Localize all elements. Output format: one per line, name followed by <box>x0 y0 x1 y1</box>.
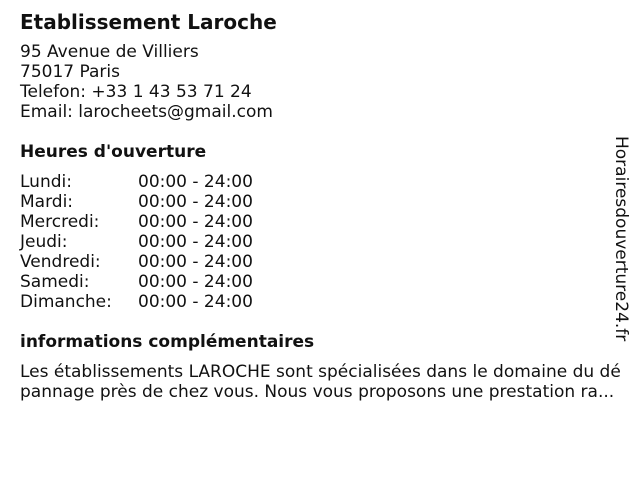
hours-row-sunday <box>20 292 630 312</box>
hours-day: Jeudi: <box>20 232 68 252</box>
hours-time: 00:00 - 24:00 <box>138 192 253 212</box>
hours-time: 00:00 - 24:00 <box>138 232 253 252</box>
hours-day: Lundi: <box>20 172 72 192</box>
info-line-2: pannage près de chez vous. Nous vous proposons une prestation ra... <box>20 382 615 402</box>
hours-time: 00:00 - 24:00 <box>138 252 253 272</box>
hours-time: 00:00 - 24:00 <box>138 292 253 312</box>
additional-info-text <box>20 362 628 402</box>
additional-info-heading: informations complémentaires <box>20 332 315 352</box>
business-card <box>20 10 630 402</box>
address-line-2: 75017 Paris <box>20 62 120 82</box>
hours-row-monday <box>20 172 630 192</box>
hours-day: Mercredi: <box>20 212 100 232</box>
hours-day: Mardi: <box>20 192 74 212</box>
hours-row-tuesday <box>20 192 630 212</box>
hours-time: 00:00 - 24:00 <box>138 172 253 192</box>
hours-day: Vendredi: <box>20 252 101 272</box>
hours-row-friday <box>20 252 630 272</box>
opening-hours-heading: Heures d'ouverture <box>20 142 207 162</box>
address-line-1: 95 Avenue de Villiers <box>20 42 199 62</box>
hours-time: 00:00 - 24:00 <box>138 212 253 232</box>
email-address: Email: larocheets@gmail.com <box>20 102 273 122</box>
site-watermark: Horairesdouverture24.fr <box>611 136 631 342</box>
hours-day: Dimanche: <box>20 292 112 312</box>
hours-row-wednesday <box>20 212 630 232</box>
hours-row-thursday <box>20 232 630 252</box>
hours-day: Samedi: <box>20 272 90 292</box>
info-line-1: Les établissements LAROCHE sont spécialisées dans le domaine du dé <box>20 362 621 382</box>
hours-time: 00:00 - 24:00 <box>138 272 253 292</box>
opening-hours-list <box>20 172 630 312</box>
business-name: Etablissement Laroche <box>20 10 277 34</box>
phone-number: Telefon: +33 1 43 53 71 24 <box>20 82 252 102</box>
hours-row-saturday <box>20 272 630 292</box>
